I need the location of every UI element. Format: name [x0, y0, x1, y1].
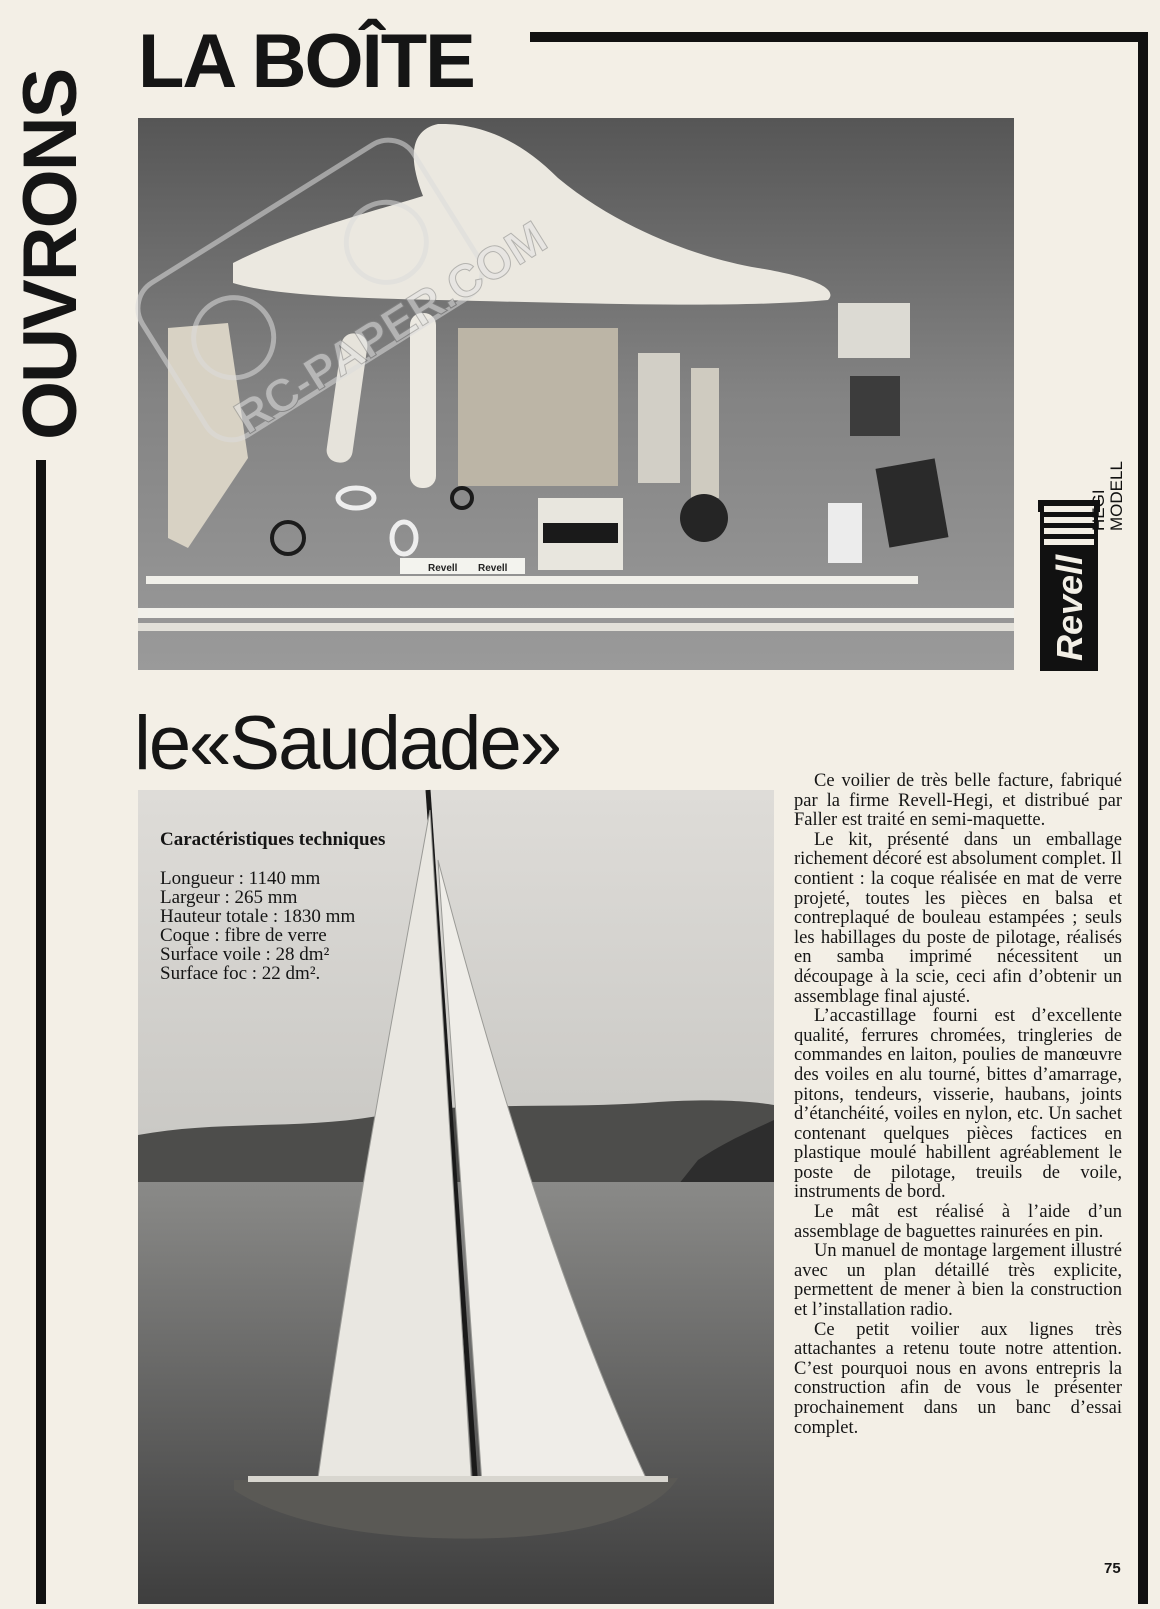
- spec-height: Hauteur totale : 1830 mm: [160, 906, 356, 927]
- spec-length: Longueur : 1140 mm: [160, 868, 321, 889]
- mast-sticks: [146, 576, 918, 584]
- side-title: OUVRONS: [8, 69, 93, 440]
- article-title: le«Saudade»: [134, 701, 560, 786]
- spec-hull: Coque : fibre de verre: [160, 925, 327, 946]
- paragraph: Le kit, présenté dans un emballage richement décoré est absolument complet. Il contient : la coque réalisée en mat de verre projeté, toutes les pièces en balsa et contreplaqué de bouleau estampées ; seuls les habillages du poste de pilotage, réalisés en samba imprimé nécessitent un découpage à la scie, ceci afin d’obtenir un assemblage final ajusté.: [794, 829, 1122, 1007]
- brand-wordmark: Revell: [1049, 554, 1090, 661]
- paragraph: Ce voilier de très belle facture, fabriqué par la firme Revell-Hegi, et distribué par Faller est traité en semi-maquette.: [794, 771, 1122, 831]
- paragraph: Un manuel de montage largement illustré avec un plan détaillé très explicite, permettent de mener à bien la construction et l’installation radio.: [794, 1241, 1122, 1321]
- technical-specs: [160, 830, 385, 983]
- parts-sheet: [638, 353, 680, 483]
- svg-text:RC-PAPER.COM: RC-PAPER.COM: [225, 210, 556, 444]
- spec-sail-area: Surface voile : 28 dm²: [160, 944, 330, 965]
- page-number: 75: [1104, 1560, 1121, 1577]
- frame-right-rule: [1138, 32, 1148, 1604]
- top-title: LA BOÎTE: [138, 19, 474, 104]
- frame-left-rule: [36, 460, 46, 1604]
- frame-top-rule: [530, 32, 1148, 42]
- kit-label-2: Revell: [478, 563, 508, 574]
- kit-label-1: Revell: [428, 563, 458, 574]
- spec-jib-area: Surface foc : 22 dm².: [160, 963, 321, 984]
- paragraph: Le mât est réalisé à l’aide d’un assemblage de baguettes rainurées en pin.: [794, 1202, 1122, 1242]
- paragraph: L’accastillage fourni est d’excellente qualité, ferrures chromées, tringleries de commandes en laiton, poulies de manœuvre des voiles en alu tourné, bittes d’amarrage, pitons, tendeurs, visserie, haubans, joints d’étanchéité, voiles en nylon, etc. Un sachet contenant quelques pièces factices en plastique moulé habillent agréablement le poste de pilotage, treuils de voile, instruments de bord.: [794, 1006, 1122, 1203]
- sub-brand-hegi: HEGI: [1089, 489, 1108, 531]
- revell-hegi-logo: [1038, 393, 1126, 673]
- paragraph: Ce petit voilier aux lignes très attachantes a retenu toute notre attention. C’est pourquoi nous en avons entrepris la construction afin de vous le présenter prochainement dans un banc d’essai complet.: [794, 1319, 1122, 1438]
- spec-width: Largeur : 265 mm: [160, 887, 298, 908]
- rc-paper-watermark: [110, 120, 556, 460]
- sub-brand-modell: MODELL: [1107, 461, 1126, 531]
- article-body: [794, 772, 1122, 1438]
- specs-heading: Caractéristiques techniques: [160, 829, 386, 850]
